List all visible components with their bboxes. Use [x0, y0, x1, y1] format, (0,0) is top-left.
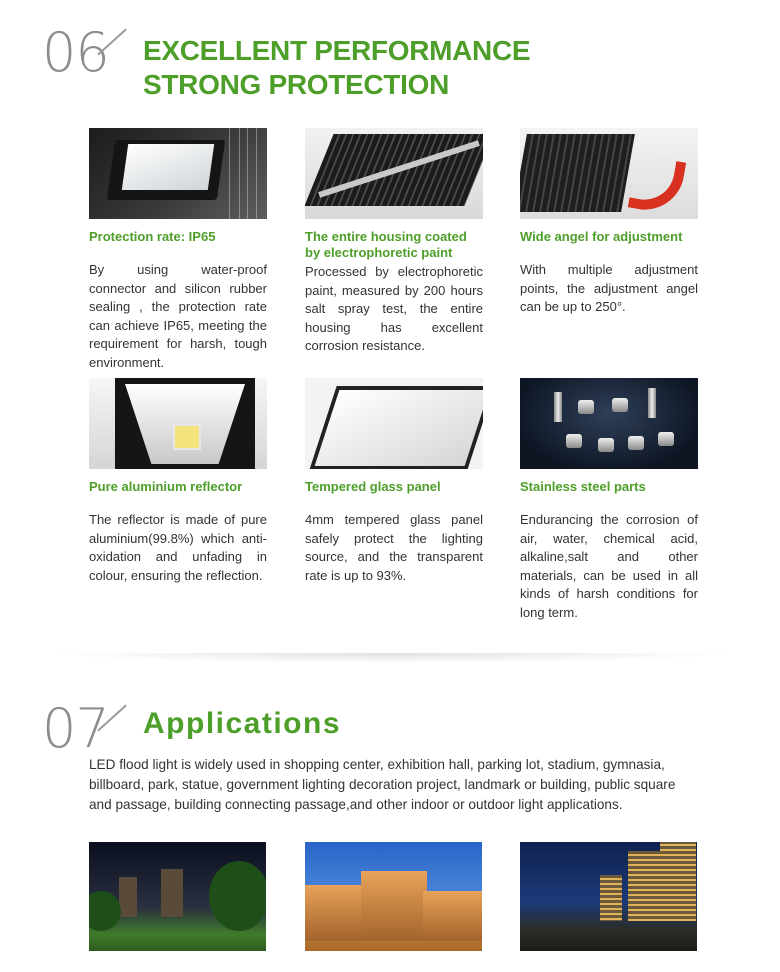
feature-description: 4mm tempered glass panel safely protect the lighting source, and the transparent rate is up to 93%. — [305, 512, 483, 583]
feature-title: Tempered glass panel — [305, 479, 441, 494]
section-title-06 — [143, 34, 530, 102]
feature-description: Endurancing the corrosion of air, water, chemical acid, alkaline,salt and other materials, can be used in all kinds of harsh conditions for long term. — [520, 512, 698, 620]
reflector-photo — [89, 378, 267, 469]
feature-tempered-glass — [305, 378, 483, 585]
section-number-07: 07 — [42, 697, 109, 760]
red-arrow-icon — [628, 154, 687, 216]
feature-description: The reflector is made of pure aluminium(99.8%) which anti-oxidation and unfading in colour, ensuring the reflection. — [89, 512, 267, 583]
feature-title: Wide angel for adjustment — [520, 229, 683, 244]
applications-description: LED flood light is widely used in shopping center, exhibition hall, parking lot, stadium, gymnasia, billboard, park, statue, government lighting decoration project, landmark or building, public square and passage, building connecting passage,and other indoor or outdoor light applications. — [89, 757, 676, 812]
steel-parts-photo — [520, 378, 698, 469]
feature-title: Pure aluminium reflector — [89, 479, 243, 494]
palace-night-photo — [305, 842, 482, 951]
section-title-07: Applications — [143, 707, 342, 740]
title-line-1: EXCELLENT PERFORMANCE — [143, 35, 531, 66]
city-waterfront-photo — [520, 842, 697, 951]
feature-wide-angle — [520, 128, 698, 317]
feature-description: By using water-proof connector and silicon rubber sealing , the protection rate can achieve IP65, meeting the requirement for harsh, tough environment. — [89, 262, 267, 370]
rain-lamp-photo — [89, 128, 267, 219]
glass-panel-photo — [305, 378, 483, 469]
heatsink-fins-photo — [305, 128, 483, 219]
section-number-06: 06 — [42, 21, 109, 84]
stadium-night-photo — [89, 842, 266, 951]
feature-title: Stainless steel parts — [520, 479, 646, 494]
feature-aluminium-reflector — [89, 378, 267, 585]
feature-electrophoretic-housing — [305, 128, 483, 356]
feature-ip65 — [89, 128, 267, 372]
title-line-2: STRONG PROTECTION — [143, 69, 450, 100]
feature-stainless-steel — [520, 378, 698, 622]
adjustment-bracket-photo — [520, 128, 698, 219]
section-divider — [44, 653, 738, 663]
feature-title: The entire housing coated by electrophoretic paint — [305, 229, 467, 260]
feature-description: Processed by electrophoretic paint, measured by 200 hours salt spray test, the entire housing has excellent corrosion resistance. — [305, 264, 483, 353]
feature-description: With multiple adjustment points, the adjustment angel can be up to 250°. — [520, 262, 698, 314]
feature-title: Protection rate: IP65 — [89, 229, 216, 244]
